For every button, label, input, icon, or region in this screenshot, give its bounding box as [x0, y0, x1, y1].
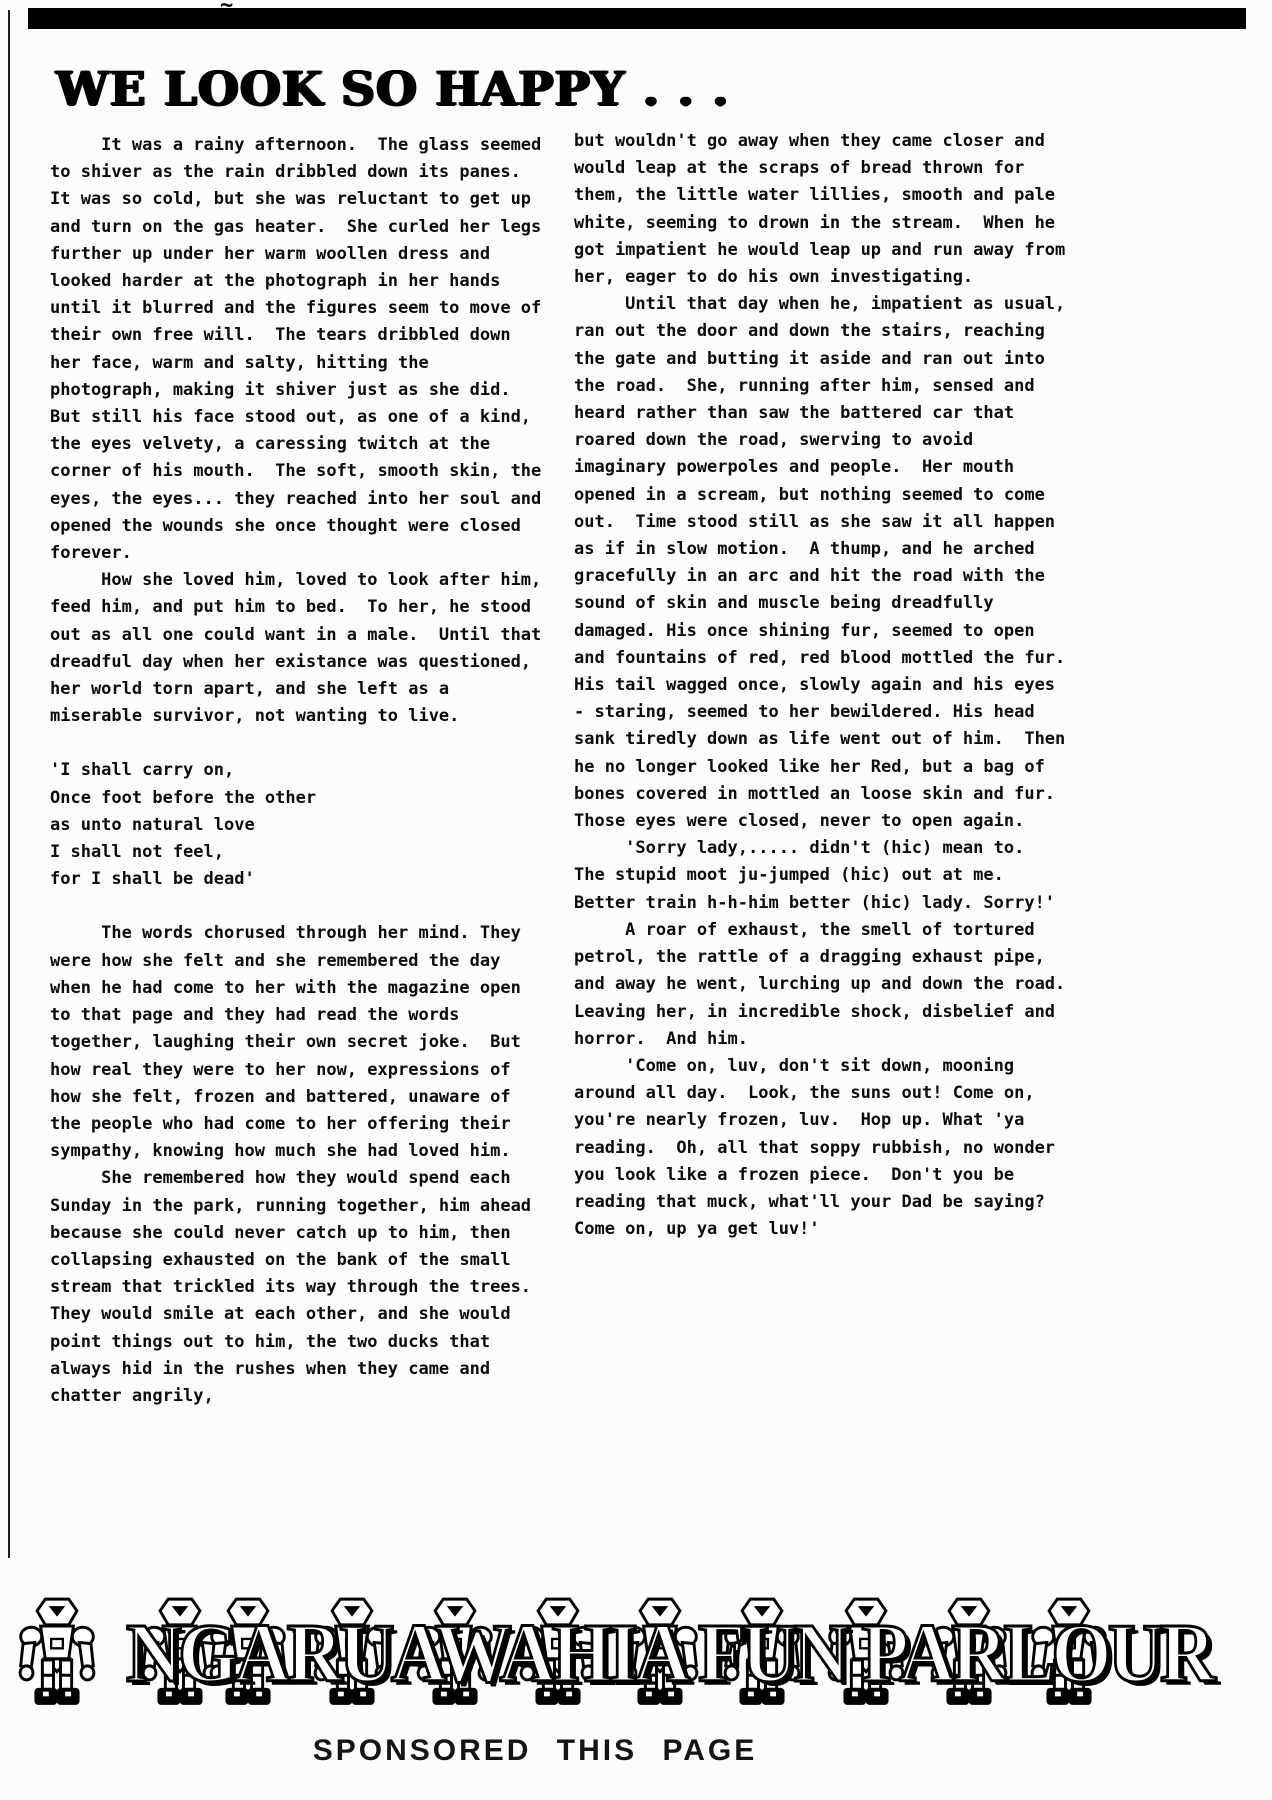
poem-line: as unto natural love [50, 814, 255, 835]
story-column-left [50, 132, 552, 1410]
poem-line: 'I shall carry on, [50, 760, 235, 781]
banner-title: NGARUAWAHIA FUN PARLOUR [126, 1607, 1213, 1700]
top-rule [28, 8, 1246, 29]
story-paragraph: 'Come on, luv, don't sit down, mooning around all day. Look, the suns out! Come on, you're nearly frozen, luv. Hop up. What 'ya reading. Oh, all that soppy rubbish, no wonder you look like a frozen piece. Don't you be reading that muck, what'll your Dad be saying? Come on, up ya get luv!' [574, 1055, 1066, 1240]
story-paragraph: How she loved him, loved to look after him, feed him, and put him to bed. To her, he stood out as all one could want in a male. Until that dreadful day when her existance was questioned, her world torn apart, and she left as a miserable survivor, not wanting to live. [50, 570, 552, 727]
poem-line: I shall not feel, [50, 842, 224, 863]
story-paragraph: She remembered how they would spend each Sunday in the park, running together, him ahead because she could never catch up to him, then collapsing exhausted on the bank of the small stream that trickled its way through the trees. They would smile at each other, and she would point things out to him, the two ducks that always hid in the rushes when they came and chatter angrily, [50, 1168, 552, 1406]
tilde-mark: ~ [220, 0, 234, 18]
poem-line: Once foot before the other [50, 787, 317, 808]
poem-line: for I shall be dead' [50, 869, 255, 890]
story-column-right [574, 128, 1086, 1243]
left-edge-rule [8, 10, 10, 1558]
story-paragraph: Until that day when he, impatient as usual, ran out the door and down the stairs, reaching the gate and butting it aside and ran out into the road. She, running after him, sensed and heard rather than saw the battered car that roared down the road, swerving to avoid imaginary powerpoles and people. Her mouth opened in a scream, but nothing seemed to come out. Time stood still as she saw it all happen as if in slow motion. A thump, and he arched gracefully in an arc and hit the road with the sound of skin and muscle being dreadfully damaged. His once shining fur, seemed to open and fountains of red, red blood mottled the fur. His tail wagged once, slowly again and his eyes - staring, seemed to her bewildered. His head sank tiredly down as life went out of him. Then he no longer looked like her Red, but a bag of bones covered in mottled an loose skin and fur. Those eyes were closed, never to open again. [574, 294, 1076, 832]
poem [50, 757, 542, 893]
story-paragraph: 'Sorry lady,..... didn't (hic) mean to. The stupid moot ju-jumped (hic) out at me. Better train h-h-him better (hic) lady. Sorry!' [574, 838, 1056, 913]
story-paragraph: but wouldn't go away when they came closer and would leap at the scraps of bread thrown for them, the little water lillies, smooth and pale white, seeming to drown in the stream. When he got impatient he would leap up and run away from her, eager to do his own investigating. [574, 131, 1076, 288]
story-paragraph: It was a rainy afternoon. The glass seemed to shiver as the rain dribbled down its panes. It was so cold, but she was reluctant to get up and turn on the gas heater. She curled her legs further up under her warm woollen dress and looked harder at the photograph in her hands until it blurred and the figures seem to move of their own free will. The tears dribbled down her face, warm and salty, hitting the photograph, making it shiver just as she did. But still his face stood out, as one of a kind, the eyes velvety, a caressing twitch at the corner of his mouth. The soft, smooth skin, the eyes, the eyes... they reached into her soul and opened the wounds she once thought were closed forever. [50, 135, 552, 564]
story-paragraph: A roar of exhaust, the smell of tortured petrol, the rattle of a dragging exhaust pipe, and away he went, lurching up and down the road. Leaving her, in incredible shock, disbelief and horror. And him. [574, 919, 1086, 1049]
robot-icon [16, 1594, 98, 1712]
sponsored-text: SPONSORED THIS PAGE [312, 1734, 758, 1767]
sponsor-banner [0, 1582, 1272, 1800]
story-paragraph: The words chorused through her mind. They were how she felt and she remembered the day when he had come to her with the magazine open to that page and they had read the words together, laughing their own secret joke. But how real they were to her now, expressions of how she felt, frozen and battered, unaware of the people who had come to her offering their sympathy, knowing how much she had loved him. [50, 923, 532, 1162]
page-title: WE LOOK SO HAPPY . . . [56, 62, 730, 117]
